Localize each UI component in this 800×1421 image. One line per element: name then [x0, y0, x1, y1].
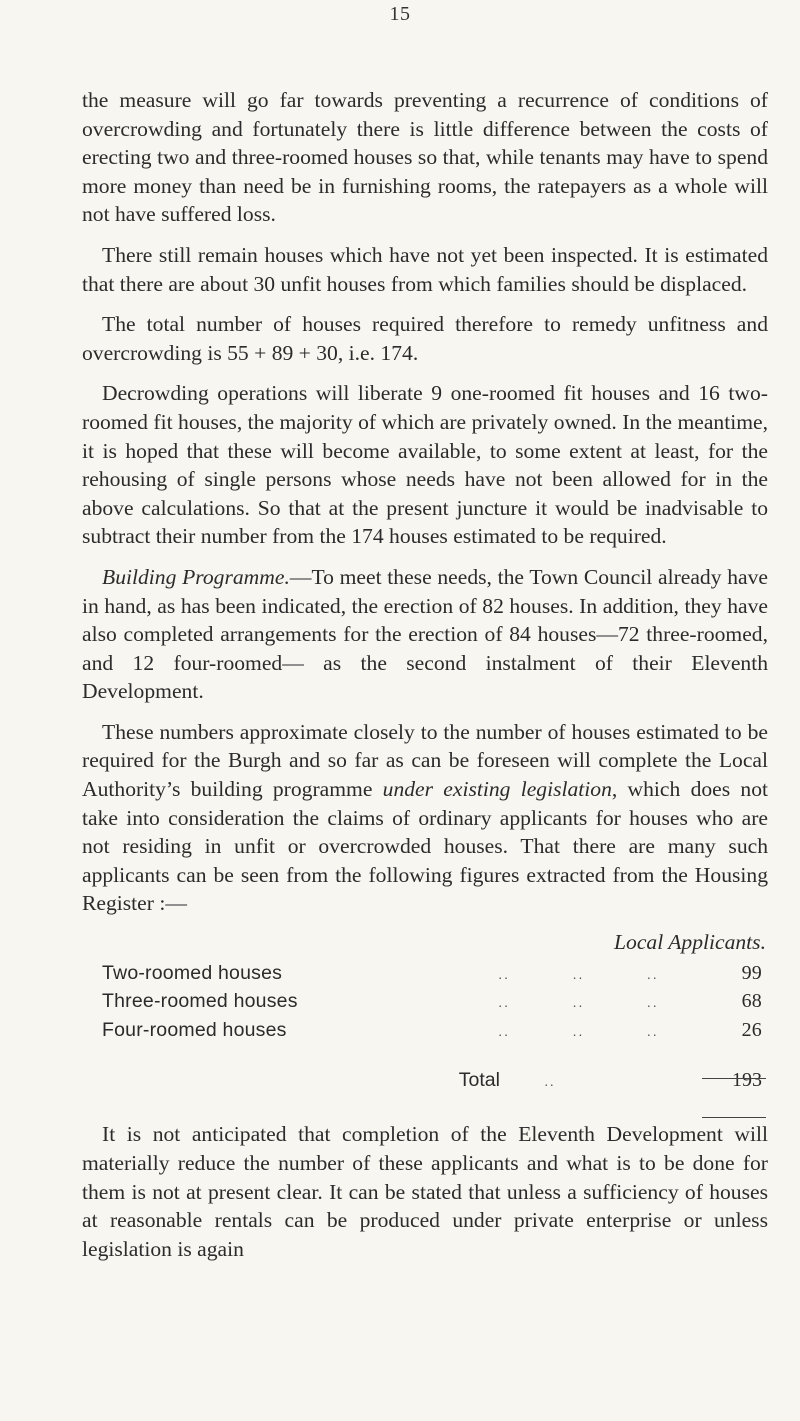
building-programme-text: —To meet these needs, the Town Council already have in hand, as has been indicated, the erection of 82 houses. In addition, they have also completed arrangements for the erection of 84 houses—72 three-roomed, and 12 four-roomed— as the second instalment of their Eleventh Development. [82, 564, 768, 704]
paragraph-uninspected-houses: There still remain houses which have not yet been inspected. It is estimated that there are about 30 unfit houses from which families should be displaced. [82, 242, 768, 296]
legislation-emphasis: under existing legislation [382, 777, 612, 802]
paragraph-legislation [82, 718, 768, 918]
housing-register-table [82, 928, 768, 1094]
leader-dots: .. .. .. [498, 1022, 659, 1039]
paragraph-decrowding: Decrowding operations will liberate 9 one-roomed fit houses and 16 two-roomed fit houses, the majority of which are privately owned. In the meantime, it is hoped that these will become available, to some extent at least, for the rehousing of single persons whose needs have not been allowed for in the above calculations. So that at the present juncture it would be inadvisable to subtract their number from the 174 houses estimated to be required. [82, 381, 768, 549]
paragraph-total-required: The total number of houses required therefore to remedy unfitness and overcrowding is 55 + 89 + 30, i.e. 174. [82, 312, 768, 365]
paragraph-building-programme [82, 563, 768, 706]
column-header-local-applicants: Local Applicants. [614, 930, 766, 955]
leader-dots: .. .. .. [498, 965, 659, 982]
legislation-text-a: These numbers approximate closely to the number of houses estimated to be required for the Burgh and so far as can be foreseen will complete the Local Authority’s building programme [82, 719, 768, 802]
table-row [82, 959, 768, 988]
leader-dots: .. [544, 1075, 556, 1091]
total-row [82, 1066, 768, 1094]
row-value: 26 [741, 1018, 762, 1041]
row-value: 99 [741, 961, 762, 984]
row-label: Four-roomed houses [102, 1018, 287, 1041]
total-label: Total [458, 1069, 500, 1092]
paragraph-overcrowding-costs: the measure will go far towards preventing a recurrence of conditions of overcrowding and fortunately there is little difference between the costs of erecting two and three-roomed houses so that, while tenants may have to spend more money than need be in furnishing rooms, the ratepayers as a whole will not have suffered loss. [82, 88, 768, 227]
building-programme-heading: Building Programme. [102, 564, 290, 589]
total-rule-bottom [702, 1117, 766, 1118]
row-value: 68 [741, 990, 762, 1013]
total-value: 193 [732, 1069, 762, 1092]
paragraph-anticipation: It is not anticipated that completion of the Eleventh Development will materially reduce the number of these applicants and what is to be done for them is not at present clear. It can be stated that unless a sufficiency of houses at reasonable rentals can be produced under private enterprise or unless legislation is again [82, 1122, 768, 1261]
document-body [82, 86, 768, 1275]
legislation-text-b: , which does not take into consideration the claims of ordinary applicants for houses who are not residing in unfit or overcrowded houses. That there are many such applicants can be seen from the following figures extracted from the Housing Register :— [82, 777, 768, 916]
total-rule-top [702, 1078, 766, 1079]
row-label: Three-roomed houses [102, 990, 298, 1013]
page-number: 15 [389, 3, 411, 25]
row-label: Two-roomed houses [102, 961, 283, 984]
table-row [82, 987, 768, 1016]
leader-dots: .. .. .. [498, 994, 659, 1011]
table-row [82, 1016, 768, 1045]
